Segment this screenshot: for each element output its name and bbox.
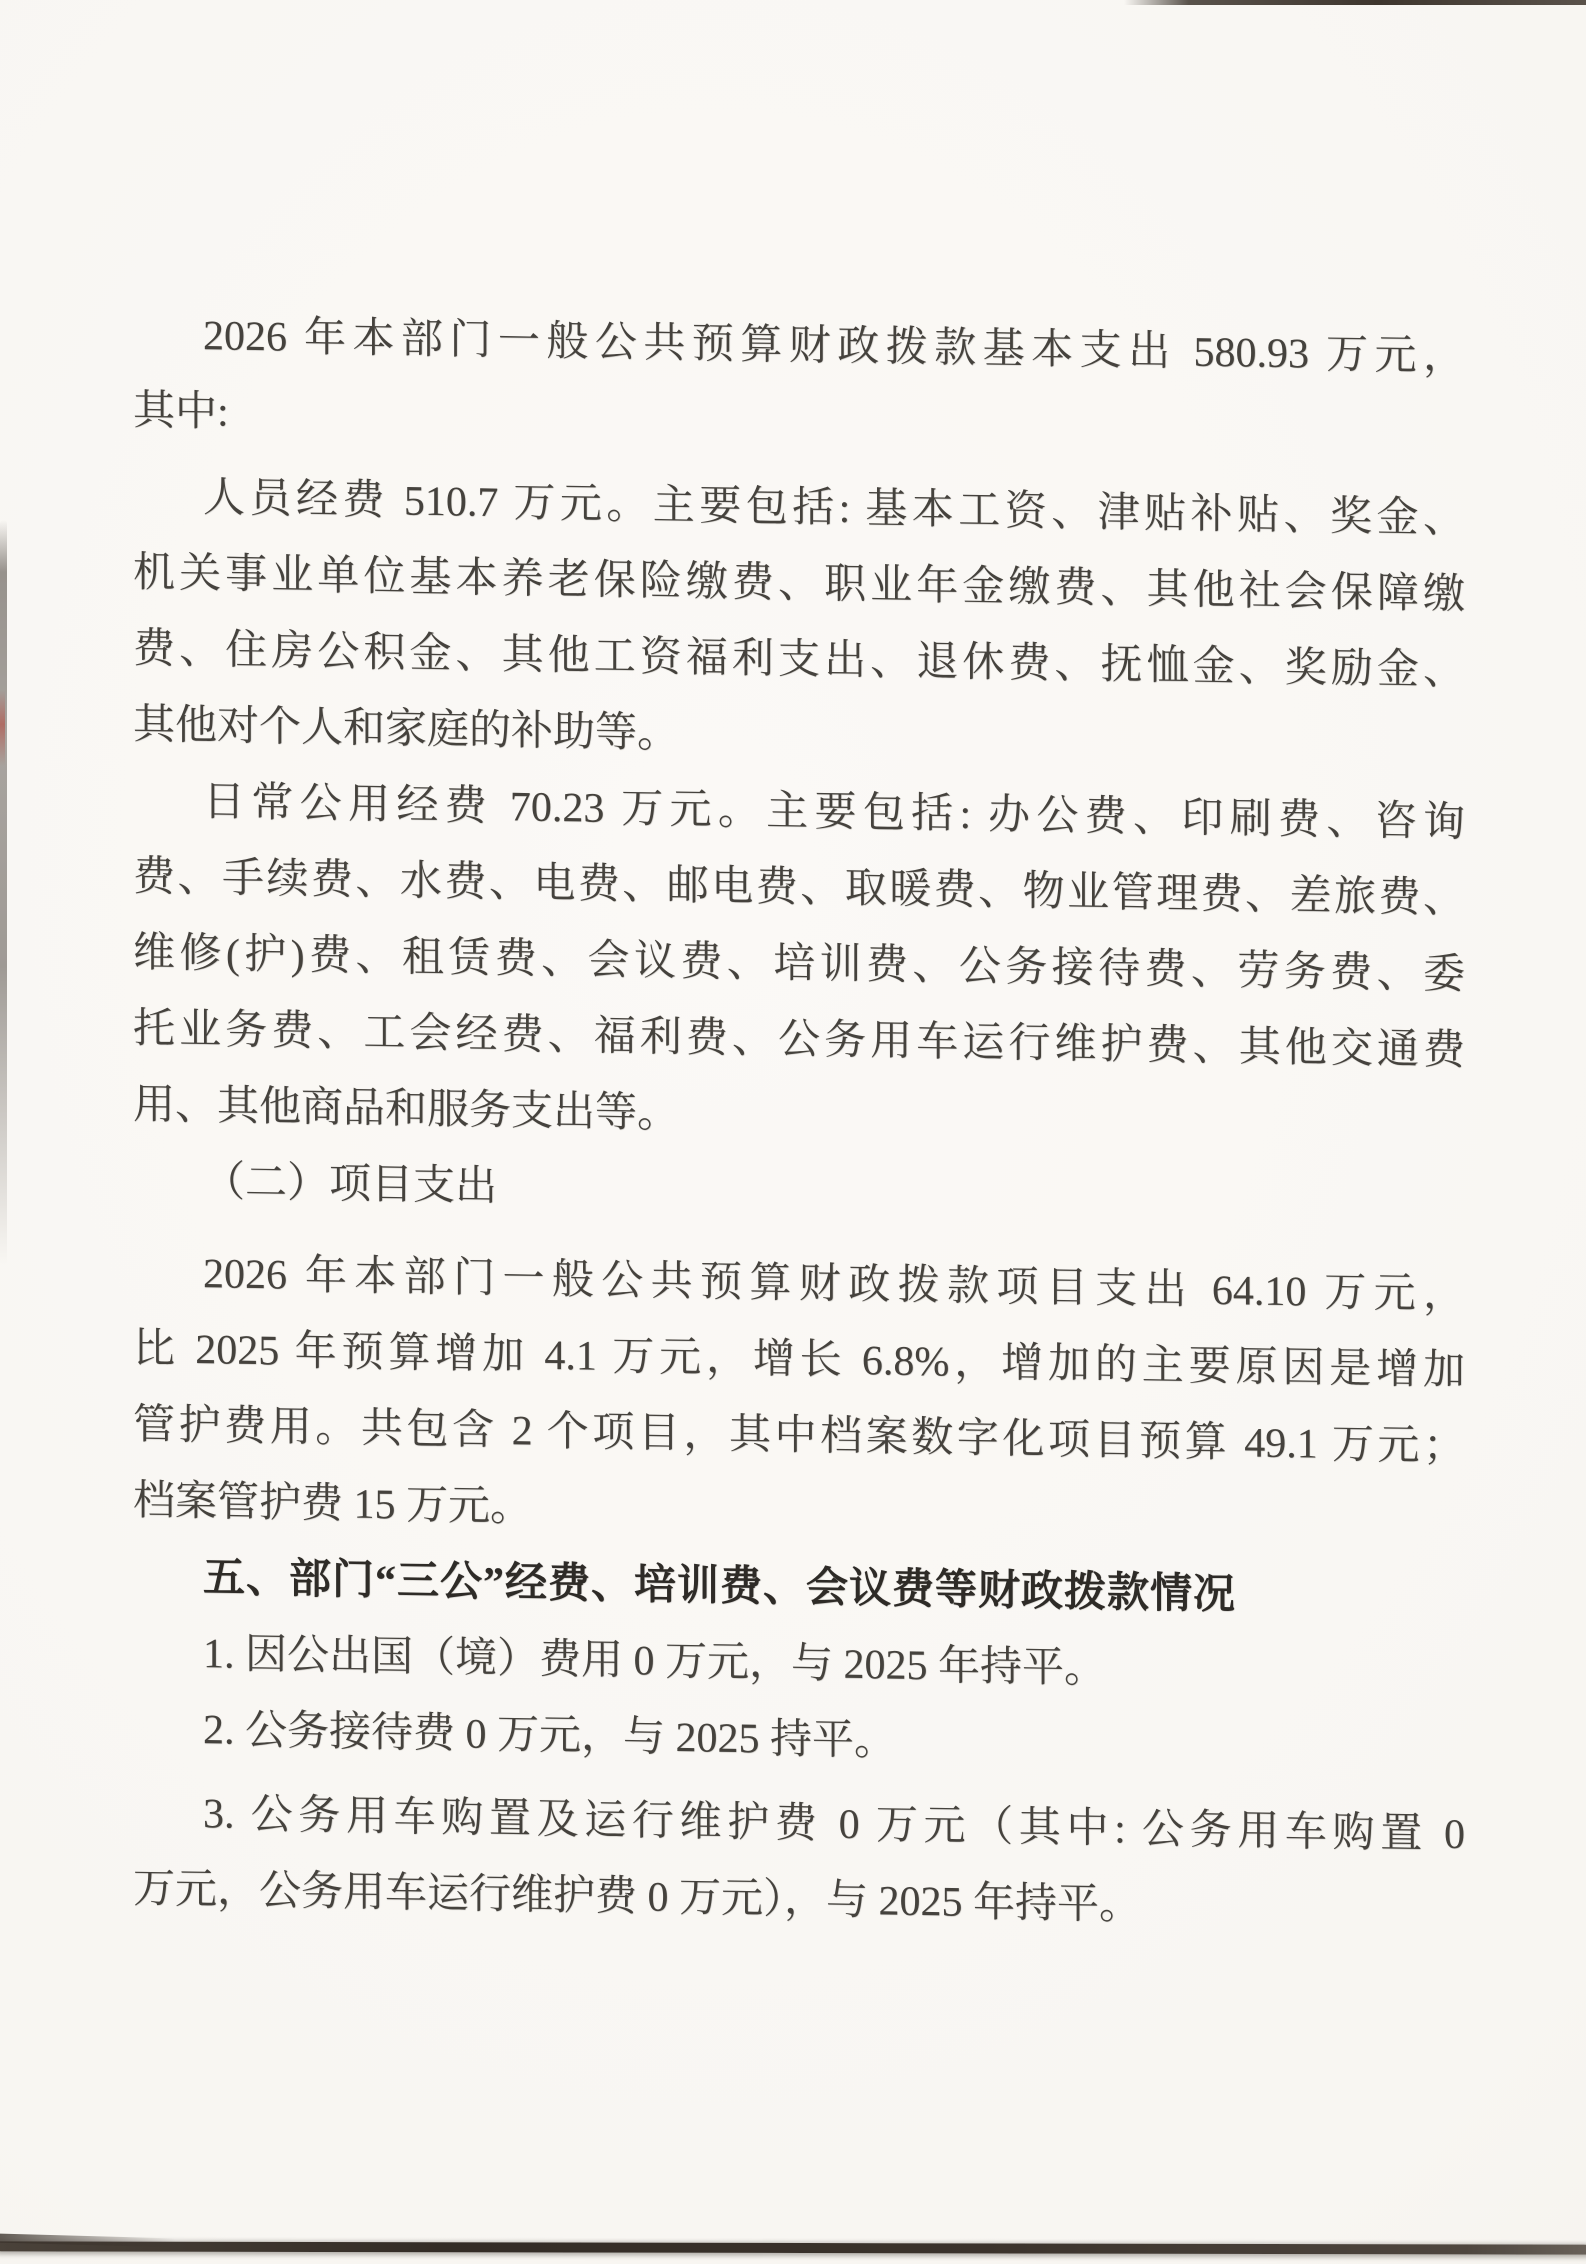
line-personnel-funds-1: 人员经费 510.7 万元。主要包括: 基本工资、津贴补贴、奖金、 — [203, 475, 1465, 543]
line-basic-expenditure-total: 2026 年本部门一般公共预算财政拨款基本支出 580.93 万元， — [203, 313, 1465, 381]
scan-shadow-left-edge — [0, 520, 7, 1265]
line-project-expenditure-3: 管护费用。共包含 2 个项目，其中档案数字化项目预算 49.1 万元； — [133, 1402, 1465, 1471]
heading-project-expenditure: （二）项目支出 — [203, 1159, 498, 1211]
line-daily-public-funds-4: 托业务费、工会经费、福利费、公务用车运行维护费、其他交通费 — [133, 1006, 1465, 1075]
line-personnel-funds-4: 其他对个人和家庭的补助等。 — [133, 702, 680, 758]
line-daily-public-funds-5: 用、其他商品和服务支出等。 — [133, 1082, 680, 1138]
line-project-expenditure-2: 比 2025 年预算增加 4.1 万元，增长 6.8%，增加的主要原因是增加 — [133, 1326, 1465, 1395]
document-text-block — [133, 297, 1465, 1949]
scan-edge-top-right — [1124, 0, 1586, 5]
line-item-2-official-reception: 2. 公务接待费 0 万元，与 2025 持平。 — [203, 1707, 897, 1765]
line-personnel-funds-3: 费、住房公积金、其他工资福利支出、退休费、抚恤金、奖励金、 — [133, 626, 1465, 695]
line-among-which: 其中: — [133, 388, 229, 436]
line-daily-public-funds-2: 费、手续费、水费、电费、邮电费、取暖费、物业管理费、差旅费、 — [133, 854, 1465, 923]
line-project-expenditure-4: 档案管护费 15 万元。 — [133, 1478, 533, 1531]
scan-red-mark-left — [0, 690, 5, 766]
line-project-expenditure-1: 2026 年本部门一般公共预算财政拨款项目支出 64.10 万元， — [203, 1251, 1465, 1319]
heading-section-five-three-public-funds: 五、部门“三公”经费、培训费、会议费等财政拨款情况 — [203, 1555, 1237, 1619]
line-daily-public-funds-1: 日常公用经费 70.23 万元。主要包括: 办公费、印刷费、咨询 — [203, 779, 1465, 847]
line-daily-public-funds-3: 维修(护)费、租赁费、会议费、培训费、公务接待费、劳务费、委 — [133, 930, 1465, 999]
line-item-3-official-vehicles-2: 万元，公务用车运行维护费 0 万元），与 2025 年持平。 — [133, 1866, 1142, 1929]
scan-edge-bottom — [0, 2241, 1586, 2254]
line-item-3-official-vehicles-1: 3. 公务用车购置及运行维护费 0 万元（其中: 公务用车购置 0 — [203, 1791, 1465, 1859]
line-personnel-funds-2: 机关事业单位基本养老保险缴费、职业年金缴费、其他社会保障缴 — [133, 550, 1465, 619]
line-item-1-overseas-travel: 1. 因公出国（境）费用 0 万元，与 2025 年持平。 — [203, 1631, 1107, 1693]
